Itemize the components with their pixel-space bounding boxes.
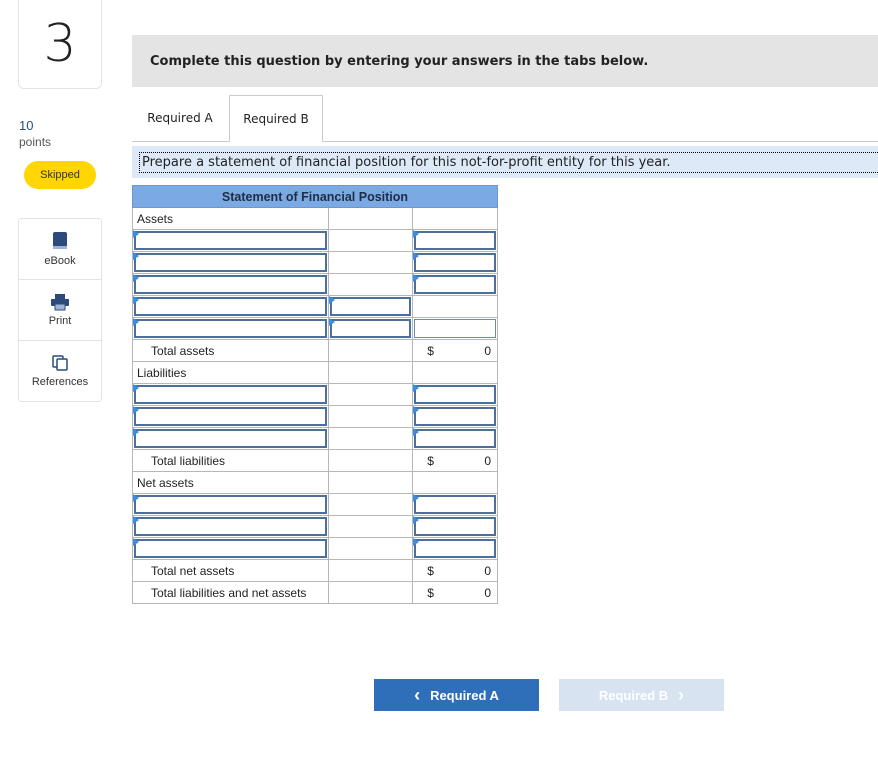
prev-button-label: Required A (430, 687, 499, 703)
dropdown-marker-icon (413, 230, 419, 238)
question-number-box (18, 0, 102, 89)
liability-amount-input-1[interactable] (413, 384, 498, 406)
net-asset-amount-input-3[interactable] (413, 538, 498, 560)
banner-text: Complete this question by entering your answers in the tabs below. (150, 53, 649, 69)
total-assets-cell (413, 340, 498, 362)
next-required-b-button[interactable] (559, 679, 724, 711)
printer-icon (50, 293, 70, 311)
dropdown-marker-icon (413, 384, 419, 392)
liabilities-label: Liabilities (133, 362, 329, 384)
asset-name-input-4[interactable] (133, 296, 329, 318)
dropdown-marker-icon (413, 516, 419, 524)
next-button-label: Required B (598, 687, 669, 703)
total-assets-value: 0 (484, 343, 491, 358)
asset-amount-input-1[interactable] (413, 230, 498, 252)
total-net-assets-label: Total net assets (133, 560, 329, 582)
liability-name-input-2[interactable] (133, 406, 329, 428)
prev-required-a-button[interactable] (374, 679, 539, 711)
references-label: References (31, 376, 89, 388)
total-net-assets-cell (413, 560, 498, 582)
dropdown-marker-icon (133, 516, 139, 524)
net-asset-name-input-3[interactable] (133, 538, 329, 560)
dropdown-marker-icon (413, 428, 419, 436)
asset-amount-input-5[interactable] (413, 318, 498, 340)
asset-subamount-input-5[interactable] (328, 318, 413, 340)
dropdown-marker-icon (413, 274, 419, 282)
points-label: points (19, 135, 52, 149)
references-button[interactable] (19, 341, 101, 401)
tab-required-a[interactable]: Required A (133, 96, 227, 140)
status-badge: Skipped (24, 161, 96, 189)
total-assets-label: Total assets (133, 340, 329, 362)
asset-name-input-3[interactable] (133, 274, 329, 296)
question-number: 3 (43, 14, 77, 74)
liability-amount-input-2[interactable] (413, 406, 498, 428)
chevron-left-icon: ‹ (414, 685, 421, 705)
net-asset-amount-input-2[interactable] (413, 516, 498, 538)
dropdown-marker-icon (133, 428, 139, 436)
dropdown-marker-icon (133, 274, 139, 282)
ebook-button[interactable] (19, 219, 101, 280)
net-assets-label: Net assets (133, 472, 329, 494)
tools-panel (18, 218, 102, 402)
net-asset-amount-input-1[interactable] (413, 494, 498, 516)
total-liabilities-label: Total liabilities (133, 450, 329, 472)
dropdown-marker-icon (329, 318, 335, 326)
total-net-assets-value: 0 (484, 563, 491, 578)
dropdown-marker-icon (133, 230, 139, 238)
dollar-sign: $ (427, 585, 434, 600)
dropdown-marker-icon (133, 318, 139, 326)
asset-amount-input-2[interactable] (413, 252, 498, 274)
asset-subamount-input-4[interactable] (328, 296, 413, 318)
dropdown-marker-icon (133, 252, 139, 260)
asset-name-input-5[interactable] (133, 318, 329, 340)
asset-amount-input-3[interactable] (413, 274, 498, 296)
net-asset-name-input-1[interactable] (133, 494, 329, 516)
dropdown-marker-icon (413, 494, 419, 502)
dropdown-marker-icon (133, 384, 139, 392)
net-asset-name-input-2[interactable] (133, 516, 329, 538)
chevron-right-icon: › (678, 685, 685, 705)
points-value: 10 (19, 118, 34, 133)
dropdown-marker-icon (133, 406, 139, 414)
instruction-bar (132, 146, 878, 178)
total-liabilities-net-assets-label: Total liabilities and net assets (133, 582, 329, 604)
dollar-sign: $ (427, 343, 434, 358)
dropdown-marker-icon (413, 252, 419, 260)
ebook-label: eBook (44, 255, 76, 267)
book-icon (51, 231, 69, 251)
total-liabilities-net-assets-value: 0 (484, 585, 491, 600)
liability-amount-input-3[interactable] (413, 428, 498, 450)
assets-label: Assets (133, 208, 329, 230)
liability-name-input-3[interactable] (133, 428, 329, 450)
instruction-banner (132, 35, 878, 87)
print-label: Print (48, 315, 72, 327)
instruction-text: Prepare a statement of financial position for this not-for-profit entity for this year. (139, 152, 878, 173)
dropdown-marker-icon (413, 538, 419, 546)
print-button[interactable] (19, 280, 101, 341)
asset-name-input-1[interactable] (133, 230, 329, 252)
dropdown-marker-icon (133, 538, 139, 546)
dropdown-marker-icon (133, 494, 139, 502)
tab-required-b[interactable]: Required B (229, 95, 323, 142)
dropdown-marker-icon (133, 296, 139, 304)
dollar-sign: $ (427, 563, 434, 578)
total-liabilities-value: 0 (484, 453, 491, 468)
references-icon (51, 354, 69, 372)
table-title: Statement of Financial Position (133, 186, 498, 208)
asset-name-input-2[interactable] (133, 252, 329, 274)
dropdown-marker-icon (329, 296, 335, 304)
total-liabilities-net-assets-cell (413, 582, 498, 604)
dollar-sign: $ (427, 453, 434, 468)
total-liabilities-cell (413, 450, 498, 472)
financial-position-table (132, 185, 498, 604)
dropdown-marker-icon (413, 406, 419, 414)
liability-name-input-1[interactable] (133, 384, 329, 406)
